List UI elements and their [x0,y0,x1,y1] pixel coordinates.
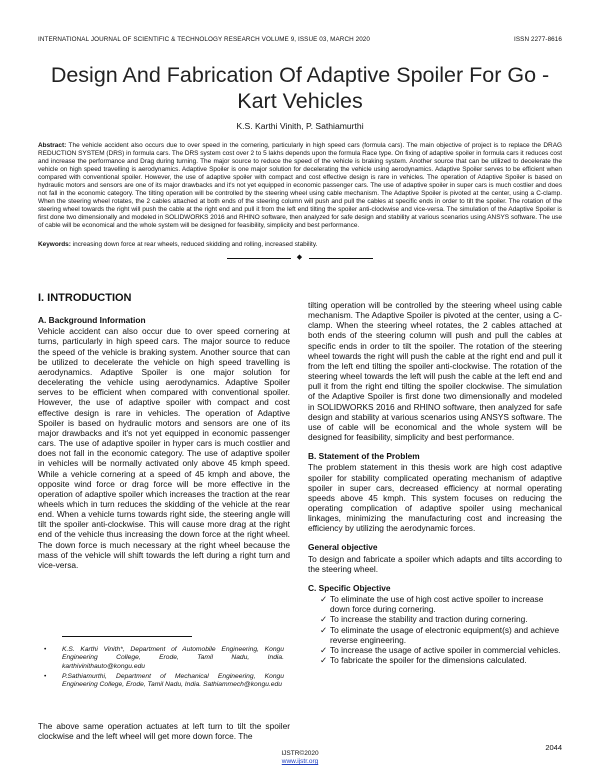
authors: K.S. Karthi Vinith, P. Sathiamurthi [236,121,364,131]
keywords-text: increasing down force at rear wheels, reduced skidding and rolling, increased stability. [70,241,318,248]
checkmark-icon: ✓ [320,624,327,635]
checkmark-icon: ✓ [320,594,327,605]
footnote-text: K.S. Karthi Vinith*, Department of Automobile Engineering, Kongu Engineering College, Erode, Tamil Nadu, India. karthivinithauto@kongu.edu [62,646,284,670]
right-column [308,300,562,665]
paragraph-general-objective: To design and fabricate a spoiler which adapts and tilts according to the steering wheel. [308,553,562,574]
checkmark-icon: ✓ [320,644,327,655]
abstract-label: Abstract: [38,142,67,149]
subheading-background: A. Background Information [38,315,146,326]
page-number: 2044 [545,743,562,752]
subheading-general-objective: General objective [308,542,378,553]
paragraph-background: Vehicle accident can also occur due to over speed cornering at turns, particularly in high speed cars. The major source to reduce the speed of the vehicle is braking system. Another source that can be utilized to decelerate the vehicle on high speed travelling is aerodynamics. Adaptive Spoiler is one major solution for decelerating the vehicle using aerodynamics. Adaptive Spoiler serves to be efficient when compared with conventional spoiler. However, the use of adaptive spoiler with compact and cost effective design is rare in vehicles. The operation of Adaptive Spoiler is based on hydraulic motors and sensors are one of its major drawbacks and it's not yet equipped in economic passenger cars. The use of adaptive spoiler in hyper cars is much costlier and does not fall in the economic category. The use of adaptive spoiler in vehicles will be normally activated only above 45 kmph speed. While a vehicle cornering at a speed of 45 kmph and above, the opposite wind force or drag force will be more effective in the operation of adaptive spoiler which increases the traction at the rear wheels which in turn reduces the skidding of the vehicle at the rear end. When a vehicle turns towards right side, the steering angle will tilt the spoiler anti-clockwise. This will cause more drag at the right end of the vehicle thus increasing the down force at the right wheel. The down force is much necessary at the right wheel because the mass of the vehicle will shift towards the left during a right turn and vice-versa. [38,326,290,570]
journal-url-link[interactable]: www.ijstr.org [281,758,319,765]
keywords [38,241,562,248]
copyright-code: IJSTR©2020 [281,750,319,757]
paper-title: Design And Fabrication Of Adaptive Spoiler For Go - Kart Vehicles [50,63,550,113]
objective-list [320,594,562,665]
abstract-text: The vehicle accident also occurs due to over speed in the cornering, particularly in high speed cars (formula cars). The main objective of project is to replace the DRAG REDUCTION SYSTEM (DRS) in formula cars. The DRS system cost over 2 to 5 lakhs depends upon the formula Race type. On fixing of adaptive spoiler in formula cars it reduces cost and increase the performance and Drag during turning. The major source to reduce the speed of the vehicle is braking system. Another source that can be utilized to decelerate the vehicle on high speed travelling is aerodynamics. Adaptive Spoiler is one major solution for decelerating the vehicle using aerodynamics. Adaptive Spoiler serves to be efficient when compared with conventional spoiler. However, the use of adaptive spoiler with compact and cost effective design is rare in vehicles. The operation of Adaptive Spoiler is based on hydraulic motors and sensors are one of its major drawbacks and it's not yet equipped in economic passenger cars. The use of adaptive spoiler in super cars is much costlier and does not fall in the economic category. The tilting operation will be controlled by the steering wheel using cable mechanism. The Adaptive Spoiler is pivoted at the center, using a C-clamp. When the steering wheel rotates, the 2 cables attached at both ends of the steering column will push and pull the cables at specific ends in order to tilt the spoiler. The rotation of the steering wheel towards the right will push the cable at the right end and pull it from the left end tilting the spoiler anti-clockwise and vice-versa. The simulation of the Adaptive Spoiler is first done two dimensionally and modeled in SOLIDWORKS 2016 and RHINO software, then analyzed for safe design and stability at various scenarios using ANSYS software. The use of cable will be economical and the whole system will be designed for feasibility, simplicity and best performance. [38,142,562,230]
list-item: ✓ To eliminate the use of high cost active spoiler to increase down force during cornering. [320,594,544,615]
divider-diamond-icon: ◆ [296,254,303,261]
section-heading-introduction: I. INTRODUCTION [38,292,132,304]
list-item: ✓ To eliminate the usage of electronic equipment(s) and achieve reverse engineering. [320,624,560,645]
issn-header: ISSN 2277-8616 [514,36,562,43]
page-footer [0,750,600,766]
divider-line-right [309,258,373,259]
footnote-author-1 [44,646,284,671]
footnote-text: P.Sathiamurthi, Department of Mechanical Engineering, Kongu Engineering College, Erode, Tamil Nadu, India. Sathiammech@kongu.edu [62,673,284,689]
section-divider [227,254,373,262]
list-item: ✓ To increase the stability and traction during cornering. [320,614,528,625]
left-column [38,292,290,570]
footnote-rule [62,636,192,637]
footnote-bullet-icon: • [44,646,47,653]
list-item: ✓ To increase the usage of active spoiler in commercial vehicles. [320,644,561,655]
abstract [38,142,562,231]
subheading-problem: B. Statement of the Problem [308,451,420,462]
checkmark-icon: ✓ [320,614,327,625]
footnote-author-2 [44,673,284,690]
journal-header: INTERNATIONAL JOURNAL OF SCIENTIFIC & TECHNOLOGY RESEARCH VOLUME 9, ISSUE 03, MARCH 2020 [38,36,370,43]
list-item: ✓ To fabricate the spoiler for the dimensions calculated. [320,655,527,665]
divider-line-left [227,258,291,259]
keywords-label: Keywords: [38,241,71,248]
footnote-bullet-icon: • [44,673,47,680]
paragraph-left-bottom: The above same operation actuates at left turn to tilt the spoiler clockwise and the left wheel will get more down force. The [38,721,290,742]
paragraph-problem: The problem statement in this thesis work are high cost adaptive spoiler for stability complicated operating mechanism of adaptive spoiler in super cars, decreased efficiency at normal operating speeds above 45 kmph. This system focuses on reducing the operating complication of adaptive spoiler using mechanical linkages, minimizing the manufacturing cost and increasing the efficiency by utilizing the aerodynamic forces. [308,462,562,534]
paragraph-continuation: tilting operation will be controlled by the steering wheel using cable mechanism. The Adaptive Spoiler is pivoted at the center, using a C-clamp. When the steering wheel rotates, the 2 cables attached at both ends of the steering column will push and pull the cables at specific ends in order to tilt the spoiler. The rotation of the steering wheel towards the right will push the cable at the right end and pull it from the left end tilting the spoiler anti-clockwise. The rotation of the steering wheel towards the left will push the cable at the left end and pull it from the right end tilting the spoiler clockwise. The simulation of the Adaptive Spoiler is first done two dimensionally and modeled in SOLIDWORKS 2016 and RHINO software, then analyzed for safe design and stability at various scenarios using ANSYS software. The use of cable will be economical and the whole system will be designed for feasibility, simplicity and best performance. [308,300,562,443]
subheading-specific-objective: C. Specific Objective [308,582,391,593]
checkmark-icon: ✓ [320,655,327,665]
